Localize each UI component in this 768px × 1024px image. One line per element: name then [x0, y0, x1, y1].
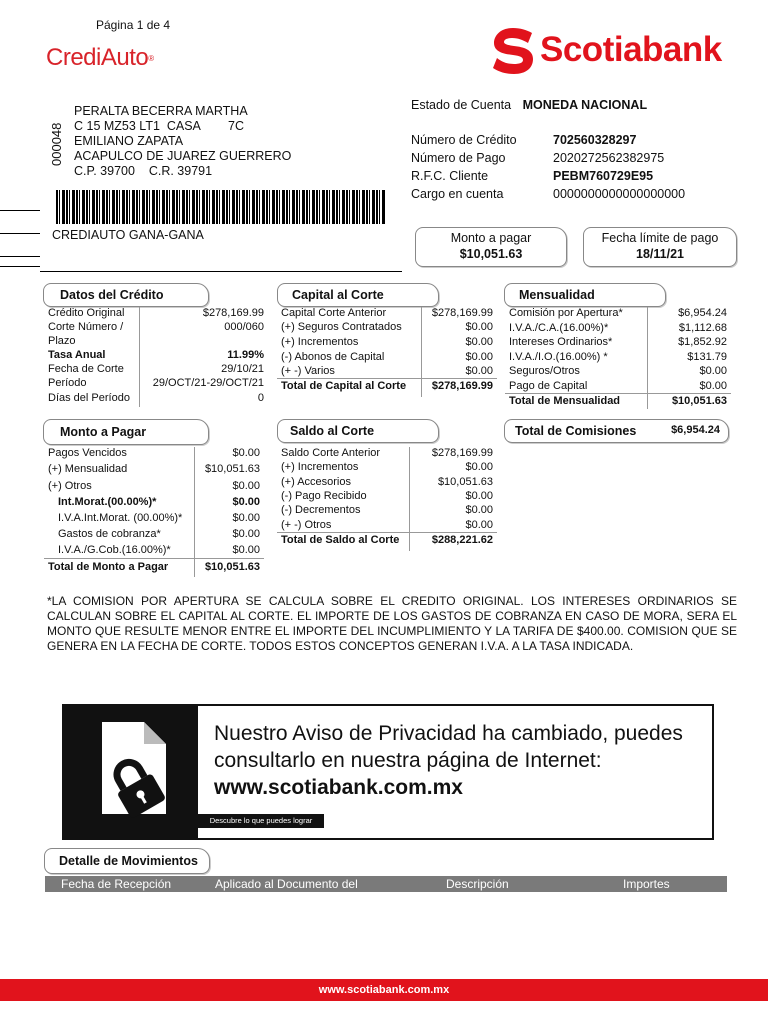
section-title: Datos del Crédito — [60, 288, 164, 302]
svg-text:000048: 000048 — [49, 122, 64, 166]
movimientos-header — [44, 848, 210, 874]
rfc-value: PEBM760729E95 — [553, 169, 654, 183]
divider — [277, 378, 497, 379]
table-row: Gastos de cobranza* $0.00 — [58, 528, 260, 540]
table-row: (-) Decrementos $0.00 — [281, 504, 493, 516]
footnote: *LA COMISION POR APERTURA SE CALCULA SOBRE EL CREDITO ORIGINAL. LOS INTERESES ORDINARIOS SE CALCULAN SOBRE EL CAPITAL AL CORTE. EL IMPORTE DE LOS GASTOS DE COBRANZA EN CASO DE MORA, SERA EL MONTO QUE RESULTE MENOR ENTRE EL IMPORTE DEL INCUMPLIMIENTO Y LA TARIFA DE $400.00. COMISION QUE SE GENERA EN LA FECHA DE CORTE. TODOS ESTOS CONCEPTOS GENERAN I.V.A. A LA TASA INDICADA. — [47, 594, 737, 653]
address-line: PERALTA BECERRA MARTHA — [74, 104, 248, 118]
section-title: Saldo al Corte — [290, 424, 375, 438]
scotiabank-logo: Scotiabank — [540, 30, 722, 69]
table-row: (-) Abonos de Capital $0.00 — [281, 351, 493, 363]
due-date-value: 18/11/21 — [636, 247, 684, 261]
table-row: Pago de Capital $0.00 — [509, 380, 727, 392]
table-row: I.V.A.Int.Morat. (00.00%)* $0.00 — [58, 512, 260, 524]
privacy-tagline: Descubre lo que puedes lograr — [198, 814, 324, 828]
table-row: Saldo Corte Anterior $278,169.99 — [281, 447, 493, 459]
section-title: Monto a Pagar — [60, 425, 147, 439]
table-row: (+) Seguros Contratados $0.00 — [281, 321, 493, 333]
fold-mark — [0, 256, 40, 257]
datos-credito-header — [43, 283, 209, 307]
column-header: Importes — [623, 877, 670, 891]
crediauto-logo: CrediAuto® — [46, 44, 154, 71]
product-name: CREDIAUTO GANA-GANA — [52, 228, 204, 242]
section-title: Capital al Corte — [292, 288, 384, 302]
divider — [277, 532, 497, 533]
divider — [505, 393, 731, 394]
address-line: C.P. 39700 C.R. 39791 — [74, 164, 213, 178]
table-row: Plazo — [48, 335, 76, 347]
fold-mark — [0, 266, 40, 267]
due-date-label: Fecha límite de pago — [601, 231, 719, 245]
privacy-link[interactable]: www.scotiabank.com.mx — [214, 776, 463, 799]
credit-value: 702560328297 — [553, 133, 637, 147]
datos-credito-table — [44, 307, 268, 407]
table-row: (+) Otros $0.00 — [48, 480, 260, 492]
column-header: Fecha de Recepción — [61, 877, 172, 891]
statement-label: Estado de Cuenta — [411, 98, 512, 112]
table-row: (-) Pago Recibido $0.00 — [281, 490, 493, 502]
table-row: Tasa Anual 11.99% — [48, 349, 264, 361]
saldo-corte-header — [277, 419, 439, 443]
address-line: C 15 MZ53 LT1 CASA 7C — [74, 119, 244, 133]
amount-due-label: Monto a pagar — [450, 231, 532, 245]
table-row: Comisión por Apertura* $6,954.24 — [509, 307, 727, 319]
table-row: Intereses Ordinarios* $1,852.92 — [509, 336, 727, 348]
table-row: Total de Mensualidad $10,051.63 — [509, 395, 727, 407]
privacy-line: consultarlo en nuestra página de Internet: — [214, 749, 602, 772]
table-row: Capital Corte Anterior $278,169.99 — [281, 307, 493, 319]
table-row: (+) Accesorios $10,051.63 — [281, 476, 493, 488]
table-row: (+) Incrementos $0.00 — [281, 461, 493, 473]
table-row: Total de Capital al Corte $278,169.99 — [281, 380, 493, 392]
charge-value: 0000000000000000000 — [553, 187, 686, 201]
column-header: Descripción — [446, 877, 509, 891]
section-title: Detalle de Movimientos — [59, 854, 198, 868]
table-row: Crédito Original $278,169.99 — [48, 307, 264, 319]
comisiones-label: Total de Comisiones — [515, 424, 637, 438]
column-header: Aplicado al Documento del — [215, 877, 358, 891]
table-row: Días del Período 0 — [48, 392, 264, 404]
table-row: Int.Morat.(00.00%)* $0.00 — [58, 496, 260, 508]
saldo-corte-table — [277, 447, 497, 551]
table-row: I.V.A./C.A.(16.00%)* $1,112.68 — [509, 322, 727, 334]
divider — [40, 271, 402, 272]
table-row: Corte Número / 000/060 — [48, 321, 264, 333]
vertical-code — [46, 104, 66, 166]
table-row: (+) Mensualidad $10,051.63 — [48, 463, 260, 475]
statement-value: MONEDA NACIONAL — [522, 98, 648, 112]
fold-mark — [0, 233, 40, 234]
barcode — [56, 190, 386, 224]
privacy-message — [214, 720, 683, 774]
comisiones-box — [504, 419, 729, 443]
monto-pagar-header — [43, 419, 209, 445]
table-row: Período 29/OCT/21-29/OCT/21 — [48, 377, 264, 389]
customer-address — [74, 104, 291, 179]
capital-corte-table — [277, 307, 497, 397]
table-row: (+) Incrementos $0.00 — [281, 336, 493, 348]
privacy-line: Nuestro Aviso de Privacidad ha cambiado, puedes — [214, 722, 683, 745]
table-row: Seguros/Otros $0.00 — [509, 365, 727, 377]
amount-due-box — [415, 227, 567, 267]
table-row: Total de Saldo al Corte $288,221.62 — [281, 534, 493, 546]
page-number: Página 1 de 4 — [96, 18, 171, 32]
address-line: ACAPULCO DE JUAREZ GUERRERO — [74, 149, 292, 163]
table-row: Pagos Vencidos $0.00 — [48, 447, 260, 459]
credit-label: Número de Crédito — [411, 133, 517, 147]
movimientos-columns — [45, 876, 727, 892]
table-row: I.V.A./G.Cob.(16.00%)* $0.00 — [58, 544, 260, 556]
address-line: EMILIANO ZAPATA — [74, 134, 184, 148]
mensualidad-header — [504, 283, 666, 307]
statement-line — [411, 98, 647, 112]
table-row: (+ -) Varios $0.00 — [281, 365, 493, 377]
scotiabank-s-icon — [490, 26, 536, 76]
charge-label: Cargo en cuenta — [411, 187, 504, 201]
payment-value: 2020272562382975 — [553, 151, 665, 165]
rfc-label: R.F.C. Cliente — [411, 169, 489, 183]
capital-corte-header — [277, 283, 439, 307]
payment-label: Número de Pago — [411, 151, 506, 165]
document-lock-icon — [94, 718, 174, 818]
mensualidad-table — [505, 307, 731, 409]
monto-pagar-table — [44, 447, 264, 577]
divider — [44, 558, 264, 559]
table-row: (+ -) Otros $0.00 — [281, 519, 493, 531]
fold-mark — [0, 210, 40, 211]
comisiones-value: $6,954.24 — [671, 424, 720, 436]
footer-url[interactable]: www.scotiabank.com.mx — [0, 979, 768, 1001]
amount-due-value: $10,051.63 — [459, 247, 523, 261]
section-title: Mensualidad — [519, 288, 595, 302]
table-row: I.V.A./I.O.(16.00%) * $131.79 — [509, 351, 727, 363]
due-date-box — [583, 227, 737, 267]
table-row: Fecha de Corte 29/10/21 — [48, 363, 264, 375]
table-row: Total de Monto a Pagar $10,051.63 — [48, 561, 260, 573]
